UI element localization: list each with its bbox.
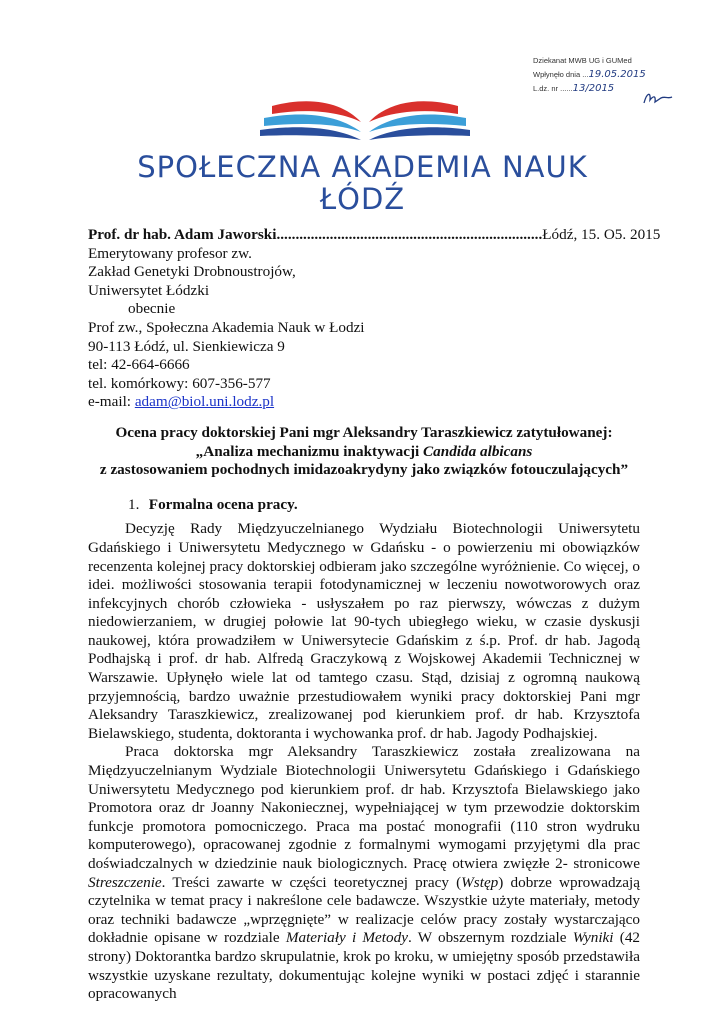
address-line: 90-113 Łódź, ul. Sienkiewicza 9: [88, 337, 285, 355]
address-line: Prof zw., Społeczna Akademia Nauk w Łodzi: [88, 318, 365, 336]
logo-city: ŁÓDŹ: [319, 182, 406, 216]
address-line: tel. komórkowy: 607-356-577: [88, 374, 271, 392]
review-title: [88, 424, 640, 480]
letter-body: [88, 226, 661, 1004]
email-label: e-mail:: [88, 393, 135, 411]
stamp-received-row: Wpłynęło dnia ...19.05.2015: [533, 69, 646, 80]
letter-date: Łódź, 15. O5. 2015: [542, 226, 661, 243]
paragraph-2: Praca doktorska mgr Aleksandry Taraszkiewicz została zrealizowana na Międzyuczelnianym Wydziale Biotechnologii Uniwersytetu Gdańskiego i Gdańskiego Uniwersytetu Medycznego pod kierunkiem prof. dr hab. Krzysztofa Bielawskiego jako Promotora oraz dr Joanny Nakoniecznej, wypełniającej w tym przewodzie doktorskim funkcje promotora pomocniczego. Praca ma postać monografii (110 stron wydruku komputerowego), opracowanej zgodnie z formalnymi wymogami przyjętymi dla prac doświadczalnych w dziedzinie nauk biologicznych. Pracę otwiera zwięzłe 2- stronicowe Streszczenie. Treści zawarte w części teoretycznej pracy (Wstęp) dobrze wprowadzają czytelnika w temat pracy i nakreślone cele badawcze. Wszystkie użyte materiały, metody oraz techniki badawcze „wprzęgnięte” w realizacje celów pracy zostały wystarczająco dokładnie opisane w rozdziale Materiały i Metody. W obszernym rozdziale Wyniki (42 strony) Doktorantka bardzo skrupulatnie, krok po kroku, w umiejętny sposób przedstawiła wszystkie uzyskane rezultaty, dokumentując kolejne wyniki w postaci zdjęć i starannie opracowanych: [88, 743, 641, 1003]
species-name: Candida albicans: [423, 442, 533, 460]
address-line: obecnie: [128, 300, 176, 318]
signature-mark: [641, 90, 675, 108]
stamp-ref-label: L.dz. nr: [533, 84, 559, 93]
letter-header: [88, 226, 661, 245]
address-line: Uniwersytet Łódzki: [88, 281, 210, 299]
paragraph-1: Decyzję Rady Międzyuczelnianego Wydziału Biotechnologii Uniwersytetu Gdańskiego i Uniwersytetu Medycznego w Gdańsku - o powierzeniu mi obowiązków recenzenta kolejnej pracy doktorskiej odbieram jako szczególne wyróżnienie. Co więcej, o idei. możliwości stosowania terapii fotodynamicznej w leczeniu nowotworowych oraz infekcyjnych chorób człowieka - usłyszałem po raz pierwszy, wówczas z dużym niedowierzaniem, w drugiej połowie lat 90-tych ubiegłego wieku, w czasie dyskusji naukowej, która prowadziłem w Uniwersytecie Gdańskim z ś.p. Prof. dr hab. Jagodą Podhajską i prof. dr hab. Alfredą Graczykową z Wojskowej Akademii Technicznej w Warszawie. Upłynęło wiele lat od tamtego czasu. Stąd, dzisiaj z ogromną naukową przyjemnością, bardzo uważnie przestudiowałem wyniki pracy doktorskiej Pani mgr Aleksandry Taraszkiewicz, zrealizowanej pod kierunkiem prof. dr hab. Krzysztofa Bielawskiego, studenta, doktoranta i wychowanka prof. dr hab. Jagody Podhajskiej.: [88, 520, 640, 742]
section-label: Formalna ocena pracy.: [148, 495, 298, 513]
email-row: [88, 393, 640, 412]
title-line: Ocena pracy doktorskiej Pani mgr Aleksandry Taraszkiewicz zatytułowanej:: [115, 423, 613, 441]
address-line: tel: 42-664-6666: [88, 356, 190, 374]
section-heading: [88, 496, 640, 515]
registry-stamp: [533, 54, 683, 96]
address-line: Emerytowany profesor zw.: [88, 244, 252, 262]
title-line: „Analiza mechanizmu inaktywacji Candida albicans: [195, 442, 533, 460]
book-logo-icon: [260, 92, 470, 142]
title-line: z zastosowaniem pochodnych imidazoakrydyny jako związków fotouczulających”: [99, 461, 629, 479]
email-link[interactable]: adam@biol.uni.lodz.pl: [134, 393, 275, 411]
author-address: [88, 245, 640, 412]
logo-title: SPOŁECZNA AKADEMIA NAUK: [137, 150, 588, 184]
stamp-office: Dziekanat MWB UG i GUMed: [533, 56, 632, 65]
author-name: Prof. dr hab. Adam Jaworski......................................................................: [88, 226, 543, 243]
section-number: 1.: [128, 495, 140, 513]
stamp-received-label: Wpłynęło dnia: [533, 70, 581, 79]
stamp-received-date: 19.05.2015: [588, 69, 646, 80]
stamp-ref-number: 13/2015: [572, 83, 615, 94]
stamp-ref-row: L.dz. nr ......13/2015: [533, 83, 615, 94]
address-line: Zakład Genetyki Drobnoustrojów,: [88, 263, 296, 281]
